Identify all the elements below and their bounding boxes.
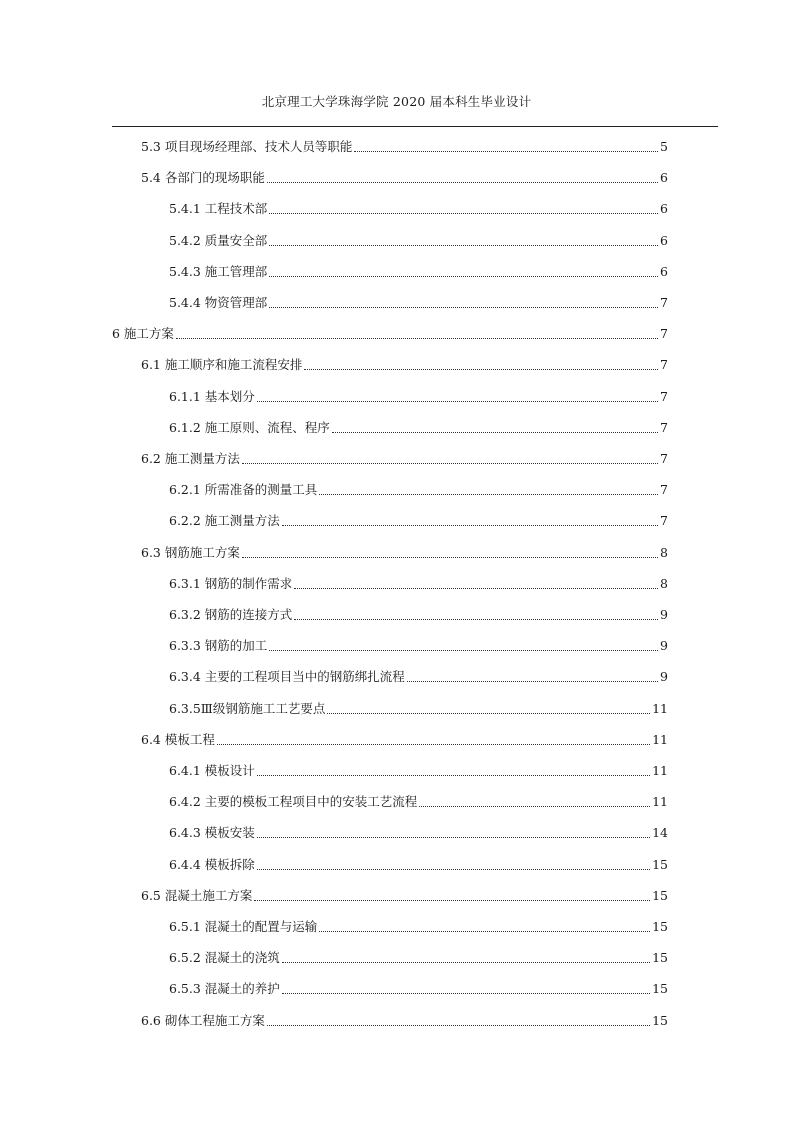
toc-entry-page-number: 7 (660, 295, 668, 310)
toc-entry-page-number: 7 (660, 513, 668, 529)
toc-entry-page-number: 9 (660, 669, 668, 685)
toc-entry[interactable] (169, 911, 668, 935)
toc-entry-label: 6.1 施工顺序和施工流程安排 (141, 357, 303, 373)
toc-entry-label: 6.4.1 模板设计 (169, 763, 255, 778)
toc-entry-page-number: 15 (652, 1012, 668, 1028)
toc-entry-page-number: 9 (660, 638, 668, 654)
toc-entry-label: 6.4.3 模板安装 (169, 825, 255, 841)
toc-entry[interactable] (169, 755, 668, 779)
toc-dot-leader (319, 919, 650, 935)
toc-dot-leader (257, 857, 650, 873)
toc-entry[interactable] (141, 349, 668, 373)
toc-entry[interactable] (141, 1005, 668, 1029)
toc-entry-page-number: 7 (660, 482, 668, 498)
toc-entry-label: 6.3.2 钢筋的连接方式 (169, 607, 293, 622)
toc-entry-label: 6.3.1 钢筋的制作需求 (169, 575, 293, 591)
toc-entry[interactable] (141, 537, 668, 561)
toc-entry[interactable] (141, 131, 668, 155)
toc-entry[interactable] (141, 443, 668, 467)
toc-entry-label: 6.6 砌体工程施工方案 (141, 1012, 265, 1028)
toc-dot-leader (282, 513, 658, 529)
toc-entry[interactable] (169, 973, 668, 997)
toc-entry-label: 6.2.2 施工测量方法 (169, 513, 280, 529)
toc-dot-leader (176, 326, 658, 342)
toc-entry-page-number: 15 (652, 919, 668, 934)
toc-entry[interactable] (169, 256, 668, 280)
toc-entry[interactable] (112, 318, 668, 342)
toc-entry-page-number: 5 (660, 139, 668, 154)
toc-entry-page-number: 15 (652, 856, 668, 872)
toc-dot-leader (327, 701, 650, 717)
toc-entry-page-number: 6 (660, 170, 668, 186)
toc-entry-label: 6.3 钢筋施工方案 (141, 544, 240, 560)
toc-entry-page-number: 6 (660, 201, 668, 217)
toc-entry-page-number: 14 (652, 825, 668, 841)
toc-entry-page-number: 11 (652, 763, 668, 778)
toc-dot-leader (269, 638, 658, 654)
toc-entry[interactable] (169, 225, 668, 249)
toc-entry[interactable] (169, 412, 668, 436)
toc-entry-label: 5.4.4 物资管理部 (169, 295, 268, 310)
toc-entry-page-number: 8 (660, 544, 668, 560)
toc-entry-page-number: 7 (660, 326, 668, 342)
toc-entry-label: 6.5.2 混凝土的浇筑 (169, 950, 280, 966)
toc-entry-page-number: 15 (652, 887, 668, 903)
toc-entry-label: 6.2 施工测量方法 (141, 451, 240, 466)
toc-entry-label: 5.4.1 工程技术部 (169, 201, 268, 217)
toc-entry[interactable] (169, 786, 668, 810)
toc-dot-leader (242, 451, 658, 467)
toc-entry-page-number: 6 (660, 232, 668, 248)
toc-entry-label: 5.3 项目现场经理部、技术人员等职能 (141, 139, 353, 154)
toc-dot-leader (254, 888, 650, 904)
toc-entry-page-number: 11 (652, 731, 668, 747)
toc-entry-label: 6.5.1 混凝土的配置与运输 (169, 919, 318, 934)
toc-entry-page-number: 9 (660, 607, 668, 622)
toc-entry-page-number: 7 (660, 357, 668, 373)
toc-entry[interactable] (169, 505, 668, 529)
toc-entry[interactable] (169, 817, 668, 841)
toc-dot-leader (257, 825, 650, 841)
toc-entry[interactable] (169, 661, 668, 685)
toc-entry[interactable] (169, 630, 668, 654)
toc-entry-label: 6.3.5Ⅲ级钢筋施工工艺要点 (169, 700, 326, 716)
toc-dot-leader (269, 264, 658, 280)
toc-entry-label: 6.1.2 施工原则、流程、程序 (169, 419, 330, 435)
toc-dot-leader (294, 576, 658, 592)
header-divider (112, 126, 718, 127)
toc-dot-leader (419, 794, 650, 810)
toc-entry-page-number: 11 (652, 794, 668, 810)
toc-entry-page-number: 15 (652, 981, 668, 997)
toc-dot-leader (267, 170, 658, 186)
toc-entry-label: 6.3.3 钢筋的加工 (169, 638, 268, 654)
toc-entry[interactable] (169, 942, 668, 966)
toc-dot-leader (269, 295, 658, 311)
toc-entry[interactable] (169, 849, 668, 873)
toc-entry-label: 6.2.1 所需准备的测量工具 (169, 482, 318, 498)
toc-entry[interactable] (141, 162, 668, 186)
toc-entry[interactable] (169, 693, 668, 717)
toc-entry-page-number: 8 (660, 575, 668, 591)
page-header: 北京理工大学珠海学院 2020 届本科生毕业设计 (261, 94, 532, 109)
toc-entry-label: 5.4.2 质量安全部 (169, 232, 268, 248)
toc-entry-label: 5.4.3 施工管理部 (169, 263, 268, 279)
toc-entry-page-number: 6 (660, 263, 668, 279)
toc-dot-leader (267, 1013, 650, 1029)
toc-dot-leader (354, 139, 658, 155)
toc-entry-label: 6.5.3 混凝土的养护 (169, 981, 280, 997)
toc-dot-leader (294, 607, 658, 623)
toc-entry-label: 6.1.1 基本划分 (169, 388, 255, 404)
toc-dot-leader (257, 389, 658, 405)
toc-dot-leader (269, 201, 658, 217)
toc-entry-page-number: 15 (652, 950, 668, 966)
toc-entry-label: 6.4.4 模板拆除 (169, 856, 255, 872)
toc-entry[interactable] (169, 568, 668, 592)
toc-entry[interactable] (169, 381, 668, 405)
toc-dot-leader (257, 763, 650, 779)
toc-dot-leader (407, 669, 658, 685)
toc-dot-leader (282, 981, 650, 997)
toc-entry[interactable] (169, 287, 668, 311)
toc-dot-leader (304, 357, 658, 373)
toc-entry[interactable] (169, 474, 668, 498)
toc-entry-page-number: 11 (652, 700, 668, 716)
toc-dot-leader (217, 732, 650, 748)
toc-entry[interactable] (169, 599, 668, 623)
toc-entry-label: 6.3.4 主要的工程项目当中的钢筋绑扎流程 (169, 669, 405, 685)
toc-entry[interactable] (169, 193, 668, 217)
toc-entry[interactable] (141, 724, 668, 748)
toc-dot-leader (332, 420, 658, 436)
toc-entry-label: 5.4 各部门的现场职能 (141, 170, 265, 186)
toc-entry[interactable] (141, 880, 668, 904)
toc-dot-leader (269, 233, 658, 249)
toc-entry-label: 6.4 模板工程 (141, 731, 215, 747)
toc-entry-label: 6.4.2 主要的模板工程项目中的安装工艺流程 (169, 794, 418, 810)
toc-dot-leader (319, 482, 658, 498)
toc-entry-page-number: 7 (660, 388, 668, 404)
toc-dot-leader (242, 545, 658, 561)
toc-dot-leader (282, 950, 650, 966)
toc-entry-label: 6 施工方案 (112, 326, 174, 342)
toc-entry-page-number: 7 (660, 451, 668, 466)
toc-entry-page-number: 7 (660, 419, 668, 435)
toc-entry-label: 6.5 混凝土施工方案 (141, 887, 253, 903)
